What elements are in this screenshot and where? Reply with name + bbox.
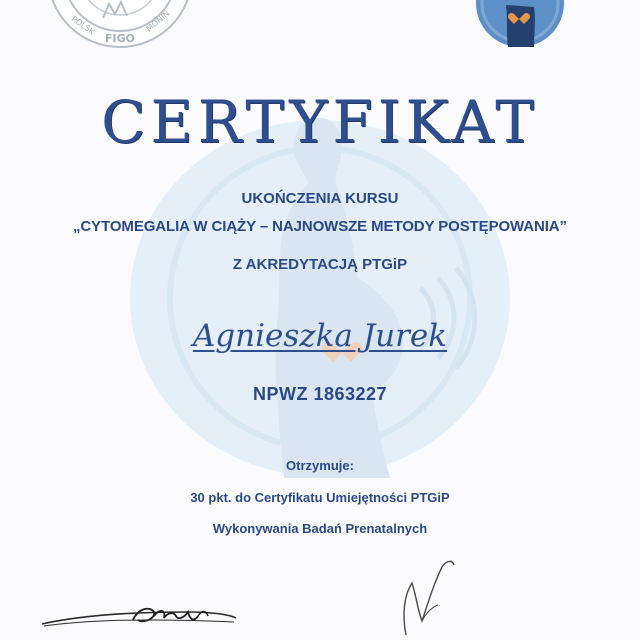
npwz-number: NPWZ 1863227	[252, 384, 388, 404]
receives-label: Otrzymuje:	[286, 458, 354, 473]
course-completion-label: UKOŃCZENIA KURSU	[241, 190, 399, 207]
points-description-2: Wykonywania Badań Prenatalnych	[212, 521, 428, 536]
figo-seal	[45, 0, 195, 50]
points-description: 30 pkt. do Certyfikatu Umiejętności PTGiP	[190, 490, 450, 505]
course-name: „CYTOMEGALIA W CIĄŻY – NAJNOWSZE METODY POSTĘPOWANIA”	[73, 218, 567, 235]
pregnancy-watermark	[120, 118, 520, 478]
svg-text:POLSK: POLSK	[69, 14, 97, 37]
accreditation-label: Z AKREDYTACJĄ PTGiP	[232, 256, 408, 273]
signature-left	[38, 590, 238, 634]
svg-text:MONIN: MONIN	[144, 8, 172, 34]
certificate-title: CERTYFIKAT	[101, 88, 539, 156]
signature-right	[392, 555, 472, 640]
ptgip-logo-badge	[472, 0, 568, 51]
svg-text:FIGO: FIGO	[105, 32, 135, 45]
recipient-name: Agnieszka Jurek	[192, 318, 448, 354]
